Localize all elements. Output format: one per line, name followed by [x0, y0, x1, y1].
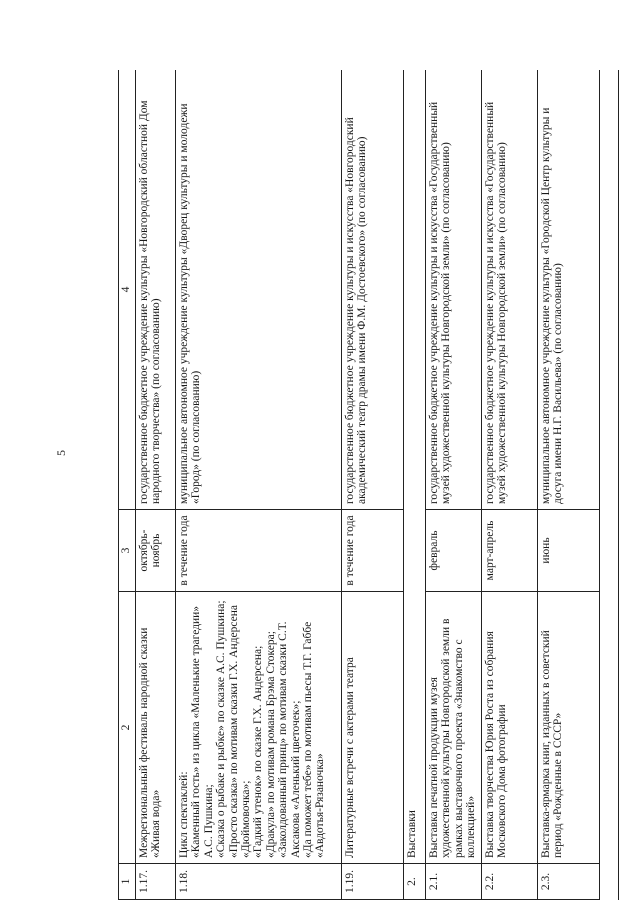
- date-cell: июнь: [538, 510, 600, 592]
- event-cell: Литературные встречи с актерами театра: [342, 592, 404, 864]
- organizer-cell: государственное бюджетное учреждение культуры и искусства «Новгородский академический театр драмы имени Ф.М. Достоевского» (по согласованию): [342, 70, 404, 510]
- date-cell: март-апрель: [482, 510, 538, 592]
- event-line: Цикл спектаклей:: [178, 771, 190, 858]
- row-number: 1.18.: [176, 864, 342, 900]
- event-cell: Межрегиональный фестиваль народной сказки «Живая вода»: [136, 592, 176, 864]
- date-cell: в течение года: [176, 510, 342, 592]
- organizer-cell: муниципальное автономное учреждение культуры «Дворец культуры и молодежи «Город» (по согласованию): [176, 70, 342, 510]
- section-row: [404, 70, 426, 900]
- organizer-cell: государственное бюджетное учреждение культуры «Новгородский областной Дом народного творчества» (по согласованию): [136, 70, 176, 510]
- event-cell: Выставка творчества Юрия Роста из собрания Московского Дома фотографии: [482, 592, 538, 864]
- event-line: «Гадкий утенок» по сказке Г.Х. Андерсена;: [252, 645, 265, 858]
- column-number-1: 1: [119, 864, 136, 900]
- event-line: «Дракула» по мотивам романа Брэма Стокера;: [264, 631, 277, 858]
- column-number-4: 4: [119, 70, 136, 510]
- column-number-3: 3: [119, 510, 136, 592]
- row-number: 2.3.: [538, 864, 600, 900]
- organizer-cell: государственное бюджетное учреждение культуры и искусства «Государственный музей художественной культуры Новгородской земли» (по согласованию): [426, 70, 482, 510]
- event-cell: [176, 592, 342, 864]
- table-row: [538, 70, 600, 900]
- document-sheet: [118, 70, 619, 900]
- organizer-cell: муниципальное автономное учреждение культуры «Городской Центр культуры и досуга имени Н.Г. Васильева» (по согласованию): [538, 70, 600, 510]
- table-row: [482, 70, 538, 900]
- event-line: «Сказка о рыбаке и рыбке» по сказке А.С. Пушкина;: [215, 600, 228, 858]
- date-cell: в течение года: [342, 510, 404, 592]
- table-row: [176, 70, 342, 900]
- column-number-row: [119, 70, 136, 900]
- rotated-table-wrapper: [118, 70, 618, 900]
- page-number: 5: [54, 450, 68, 456]
- events-table: [118, 70, 600, 900]
- column-number-2: 2: [119, 592, 136, 864]
- event-line: «Просто сказка» по мотивам сказки Г.Х. Андерсена «Дюймовочка»;: [227, 605, 253, 858]
- date-cell: февраль: [426, 510, 482, 592]
- row-number: 2.1.: [426, 864, 482, 900]
- section-title: Выставки: [404, 70, 426, 864]
- row-number: 1.19.: [342, 864, 404, 900]
- event-line: «Каменный гость» из цикла «Маленькие трагедии» А.С. Пушкина;: [190, 605, 215, 858]
- row-number: 2.2.: [482, 864, 538, 900]
- table-row: [342, 70, 404, 900]
- event-cell: Выставка печатной продукции музея художественной культуры Новгородской земли в рамках выставочного проекта «Знакомство с коллекцией»: [426, 592, 482, 864]
- date-cell: октябрь-ноябрь: [136, 510, 176, 592]
- event-cell: Выставка-ярмарка книг, изданных в советский период «Рожденные в СССР»: [538, 592, 600, 864]
- table-row: [136, 70, 176, 900]
- event-line: «Заколдованный принц» по мотивам сказки С.Т. Аксакова «Аленький цветочек»;: [277, 621, 302, 858]
- event-line: «Да поможет тебе» по мотивам пьесы Т.Г. Габбе «Авдотья-Рязаночка»: [302, 621, 327, 858]
- organizer-cell: государственное бюджетное учреждение культуры и искусства «Государственный музей художественной культуры Новгородской земли» (по согласованию): [482, 70, 538, 510]
- row-number: 1.17.: [136, 864, 176, 900]
- section-number: 2.: [404, 864, 426, 900]
- table-row: [426, 70, 482, 900]
